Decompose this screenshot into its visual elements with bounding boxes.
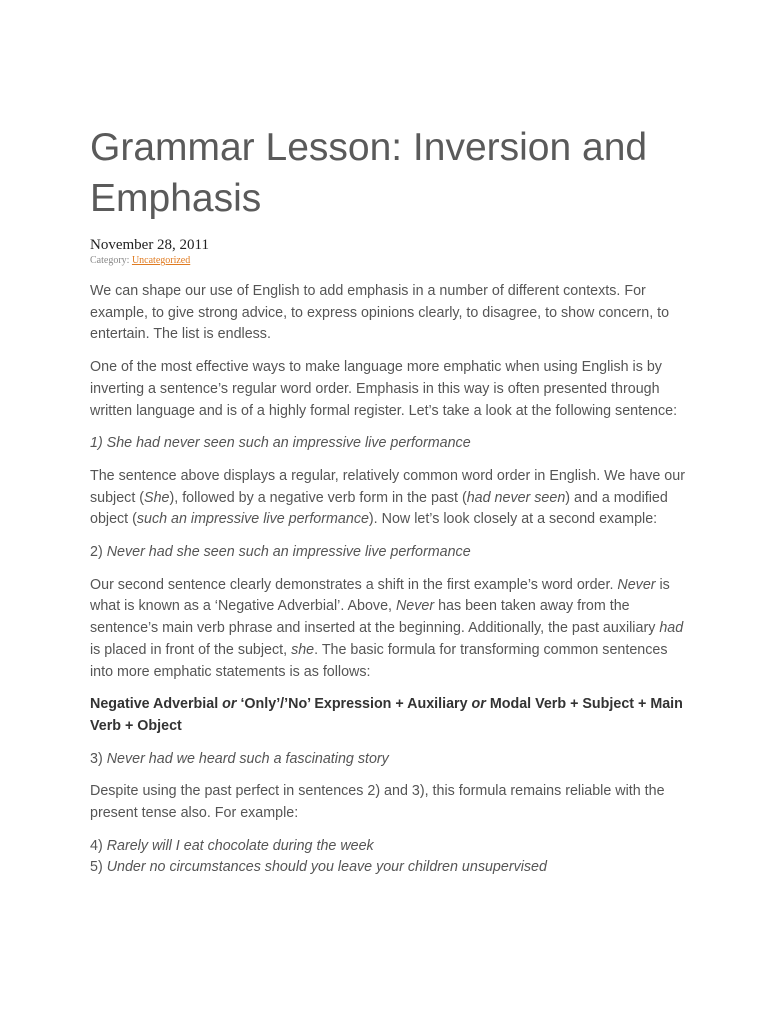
example-2: 2) Never had she seen such an impressive live performance — [90, 544, 471, 561]
category-link[interactable]: Uncategorized — [131, 255, 191, 266]
article-body — [90, 281, 686, 890]
example-3-text: Never had we heard such a fascinating story — [106, 750, 389, 767]
paragraph-present-tense: Despite using the past perfect in sentences 2) and 3), this formula remains reliable with the present tense also. For example: — [90, 783, 665, 822]
page-title: Grammar Lesson: Inversion and Emphasis — [90, 126, 648, 220]
paragraph-intro: We can shape our use of English to add emphasis in a number of different contexts. For example, to give strong advice, to express opinions clearly, to disagree, to show concern, to entertain. The list is endless. — [90, 283, 670, 343]
example-1 — [90, 433, 686, 455]
paragraph-negative-adverbial: Our second sentence clearly demonstrates a shift in the first example’s word order. Never is what is known as a ‘Negative Adverbial’. Above, Never has been taken away from the sentence’s main verb phrase and inserted at the beginning. Additionally, the past auxiliary had is placed in front of the subject, she. The basic formula for transforming common sentences into more emphatic statements is as follows: — [90, 576, 684, 680]
paragraph-inversion: One of the most effective ways to make language more emphatic when using English is by inverting a sentence’s regular word order. Emphasis in this way is often presented through written language and is of a highly formal register. Let’s take a look at the following sentence: — [90, 359, 678, 419]
category-label: Category: — [90, 255, 130, 266]
example-3: 3) Never had we heard such a fascinating story — [90, 750, 389, 767]
post-meta — [90, 236, 209, 267]
paragraph-word-order: The sentence above displays a regular, relatively common word order in English. We have our subject (She), followed by a negative verb form in the past (had never seen) and a modified object (such an impressive live performance). Now let’s look closely at a second example: — [90, 467, 685, 528]
post-category — [90, 254, 209, 267]
examples-4-5: 4) Rarely will I eat chocolate during the week 5) Under no circumstances should you leave your children unsupervised — [90, 837, 547, 876]
post-date: November 28, 2011 — [90, 237, 210, 253]
example-5-text: Under no circumstances should you leave your children unsupervised — [106, 859, 547, 876]
example-2-text: Never had she seen such an impressive live performance — [106, 544, 471, 561]
example-4-text: Rarely will I eat chocolate during the week — [106, 837, 374, 854]
formula: Negative Adverbial or ‘Only’/’No’ Expression + Auxiliary or Modal Verb + Subject + Main Verb + Object — [90, 696, 683, 734]
example-1-text: 1) She had never seen such an impressive live performance — [90, 435, 471, 452]
